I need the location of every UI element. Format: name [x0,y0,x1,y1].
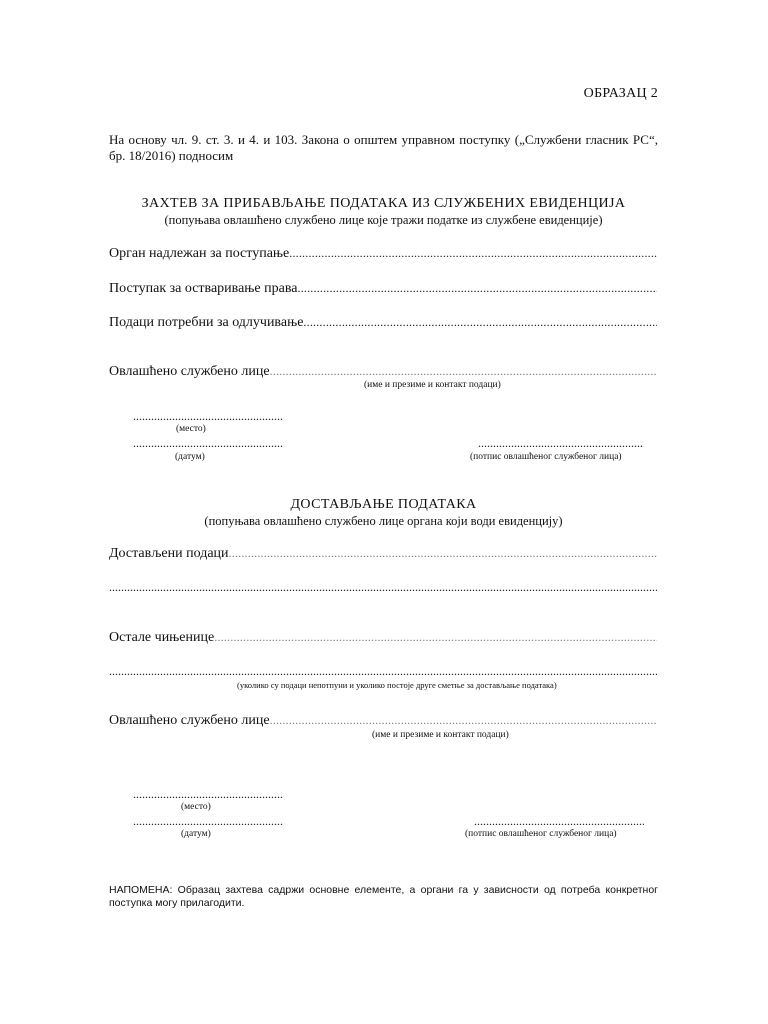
section1-subtitle: (попуњава овлашћено службено лице које тражи податке из службене евиденције) [164,213,603,227]
procedure-field-line[interactable] [298,281,658,296]
place-caption: (место) [176,424,206,434]
delivered-field-line[interactable] [229,546,657,561]
delivered-field[interactable] [109,546,657,562]
delivered-extra-line[interactable] [109,580,657,595]
official-caption: (име и презиме и контакт подаци) [364,380,501,390]
data-needed-field[interactable] [109,315,657,331]
place2-caption: (место) [181,802,211,812]
form-number-label: ОБРАЗАЦ 2 [583,86,658,101]
date2-line[interactable] [133,814,283,829]
procedure-field[interactable] [109,281,657,297]
signature2-line[interactable] [474,814,644,829]
organ-field[interactable] [109,246,657,262]
official-field-line[interactable] [270,364,657,379]
other-facts-extra-line[interactable] [109,664,657,679]
organ-field-label: Орган надлежан за поступање [109,246,290,261]
other-facts-field[interactable] [109,630,657,646]
signature2-caption: (потпис овлашћеног службеног лица) [465,829,617,839]
date-caption: (датум) [175,452,205,462]
intro-paragraph: На основу чл. 9. ст. 3. и 4. и 103. Закона о општем управном поступку („Службени гласник РС“, бр. 18/2016) подносим [109,132,658,163]
place2-line[interactable] [133,787,283,802]
official-field[interactable] [109,364,657,380]
official2-field-label: Овлашћено службено лице [109,713,270,728]
official2-field-line[interactable] [270,713,657,728]
section1-title: ЗАХТЕВ ЗА ПРИБАВЉАЊЕ ПОДАТАКА ИЗ СЛУЖБЕНИХ ЕВИДЕНЦИЈА [141,196,626,211]
data-needed-field-label: Подаци потребни за одлучивање [109,315,304,330]
official-field-label: Овлашћено службено лице [109,364,270,379]
signature-caption: (потпис овлашћеног службеног лица) [470,452,622,462]
other-facts-field-line[interactable] [214,630,657,645]
official2-field[interactable] [109,713,657,729]
organ-field-line[interactable] [289,246,657,261]
section2-subtitle: (попуњава овлашћено службено лице органа који води евиденцију) [204,514,563,528]
date-line[interactable] [133,436,283,451]
other-facts-field-label: Остале чињенице [109,630,215,645]
official2-caption: (име и презиме и контакт подаци) [372,730,509,740]
other-facts-caption: (уколико су подаци непотпуни и уколико постоје друге сметње за достављање података) [237,680,557,690]
section2-title: ДОСТАВЉАЊЕ ПОДАТАКА [290,497,477,512]
footnote: НАПОМЕНА: Образац захтева садржи основне елементе, а органи га у зависности од потреба конкретног поступка могу прилагодити. [109,884,658,909]
signature-line[interactable] [478,436,644,451]
data-needed-field-line[interactable] [303,315,657,330]
procedure-field-label: Поступак за остваривање права [109,281,298,296]
place-line[interactable] [133,409,283,424]
date2-caption: (датум) [181,829,211,839]
delivered-field-label: Достављени подаци [109,546,229,561]
